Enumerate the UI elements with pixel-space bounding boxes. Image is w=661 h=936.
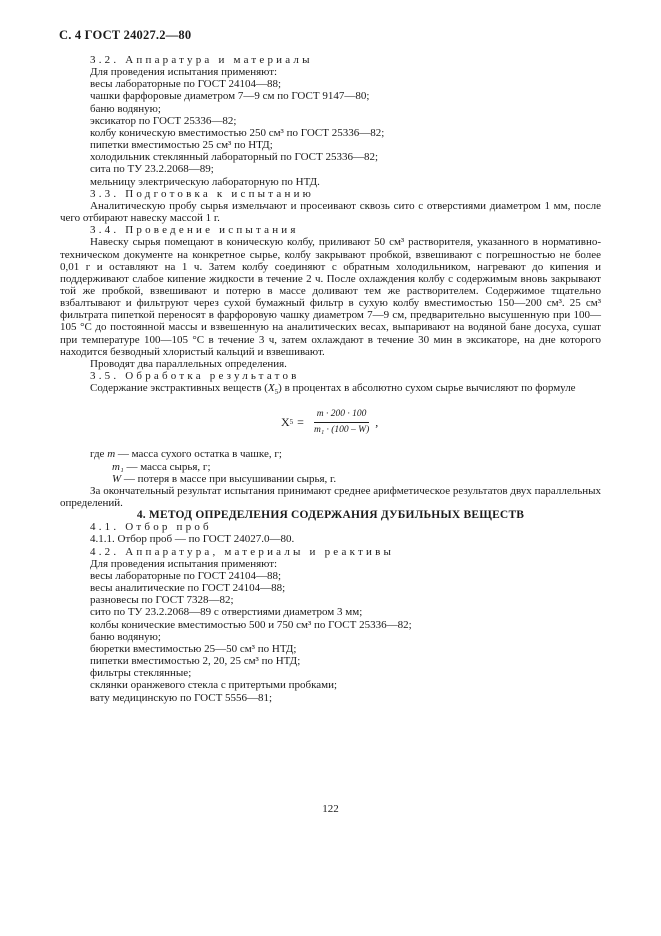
list-item: пипетки вместимостью 25 см³ по НТД; (90, 139, 273, 152)
section-4-2-intro: Для проведения испытания применяют: (90, 557, 278, 570)
formula: X 5 = $\frac{m \cdot 200 \cdot 100}{\text{m₁ · (100 – W)}}$ , (281, 409, 379, 435)
formula-equals: = (297, 414, 304, 429)
section-4-1-1: 4.1.1. Отбор проб — по ГОСТ 24027.0—80. (90, 533, 295, 546)
list-item: весы лабораторные по ГОСТ 24104—88; (90, 78, 282, 91)
where-desc: — потеря в массе при высушивании сырья, г. (121, 472, 337, 485)
where-desc: — масса сырья, г; (123, 460, 211, 473)
list-item: эксикатор по ГОСТ 25336—82; (90, 114, 237, 127)
section-3-5-title: 3.5. Обработка результатов (90, 370, 300, 383)
text-fragment: ) в процентах в абсолютно сухом сырье вычисляют по формуле (278, 382, 576, 395)
section-3-2-intro: Для проведения испытания применяют: (90, 66, 278, 79)
list-item: колбу коническую вместимостью 250 см³ по ГОСТ 25336—82; (90, 126, 385, 139)
section-3-5-text (60, 382, 601, 397)
section-3-3-title: 3.3. Подготовка к испытанию (90, 187, 315, 200)
section-3-4-text2: Проводят два параллельных определения. (90, 357, 287, 370)
section-4-1-title: 4.1. Отбор проб (90, 521, 212, 534)
formula-denominator: m₁ · (100 – W) (313, 424, 370, 435)
list-item: баню водяную; (90, 630, 161, 643)
text-fragment: Содержание экстрактивных веществ ( (90, 382, 268, 395)
list-item: баню водяную; (90, 102, 161, 115)
section-3-3-text: Аналитическую пробу сырья измельчают и просеивают сквозь сито с отверстиями диаметром 1 мм, после чего отбирают навеску массой 1 г. (60, 199, 601, 225)
section-4-2-title: 4.2. Аппаратура, материалы и реактивы (90, 545, 395, 558)
list-item: пипетки вместимостью 2, 20, 25 см³ по НТД; (90, 655, 301, 668)
list-item: бюретки вместимостью 25—50 см³ по НТД; (90, 642, 297, 655)
where-symbol: m (107, 448, 116, 461)
page-content (60, 54, 601, 704)
list-item: чашки фарфоровые диаметром 7—9 см по ГОСТ 9147—80; (90, 90, 370, 103)
formula-block (60, 394, 601, 448)
where-line (60, 448, 601, 460)
formula-tail: , (375, 414, 379, 429)
formula-numerator: m · 200 · 100 (314, 408, 370, 422)
variable-subscript: 5 (274, 388, 279, 397)
where-desc: — масса сухого остатка в чашке, г; (115, 448, 282, 461)
list-item: склянки оранжевого стекла с притертыми пробками; (90, 679, 338, 692)
list-item: мельницу электрическую лабораторную по НТД. (90, 175, 320, 188)
list-item: весы аналитические по ГОСТ 24104—88; (90, 582, 286, 595)
list-item: вату медицинскую по ГОСТ 5556—81; (90, 691, 273, 704)
formula-lhs: X (281, 414, 290, 429)
where-line (60, 461, 601, 473)
section-3-5-final: За окончательный результат испытания принимают среднее арифметическое результатов двух параллельных определений. (60, 484, 601, 509)
page-header: С. 4 ГОСТ 24027.2—80 (59, 28, 192, 42)
where-prefix: где (90, 448, 108, 461)
where-symbol: W (112, 472, 122, 485)
list-item: холодильник стеклянный лабораторный по ГОСТ 25336—82; (90, 151, 379, 164)
section-3-4-text: Навеску сырья помещают в коническую колбу, приливают 50 см³ растворителя, указанного в нормативно-техническом документе на конкретное сырье, колбу закрывают пробкой, взвешивают с погрешностью не более 0,01 г и оставляют на 1 ч. Затем колбу соединяют с обратным холодильником, нагревают до кипения и поддерживают слабое кипение жидкости в течение 2 ч. После охлаждения колбу с содержимым вновь закрывают той же пробкой, взвешивают и потерю в массе доливают тем же растворителем. Содержимое тщательно взбалтывают и фильтруют через сухой бумажный фильтр в сухую колбу вместимостью 150—200 см³. 25 см³ фильтрата пипеткой переносят в фарфоровую чашку диаметром 7—9 см, предварительно высушенную при 100—105 °С до постоянной массы и взвешенную на аналитических весах, выпаривают на водяной бане досуха, сушат при температуре 100—105 °С в течение 3 ч, затем охлаждают в течение 30 мин в эксикаторе, на дне которого находится безводный хлористый кальций и взвешивают. (60, 236, 601, 358)
list-item: сита по ТУ 23.2.2068—89; (90, 163, 214, 176)
section-3-4-title: 3.4. Проведение испытания (90, 224, 299, 237)
page-number: 122 (322, 803, 339, 815)
list-item: разновесы по ГОСТ 7328—82; (90, 594, 234, 607)
list-item: колбы конические вместимостью 500 и 750 см³ по ГОСТ 25336—82; (90, 618, 412, 631)
section-4-heading: 4. МЕТОД ОПРЕДЕЛЕНИЯ СОДЕРЖАНИЯ ДУБИЛЬНЫХ ВЕЩЕСТВ (136, 509, 525, 522)
list-item: фильтры стеклянные; (90, 667, 192, 680)
where-symbol: m₁ (112, 460, 124, 473)
list-item: сито по ТУ 23.2.2068—89 с отверстиями диаметром 3 мм; (90, 606, 363, 619)
list-item: весы лабораторные по ГОСТ 24104—88; (90, 569, 282, 582)
section-3-2-title: 3.2. Аппаратура и материалы (90, 54, 313, 66)
formula-fraction (311, 408, 372, 435)
variable-symbol: X (267, 382, 275, 395)
where-line (60, 473, 601, 485)
